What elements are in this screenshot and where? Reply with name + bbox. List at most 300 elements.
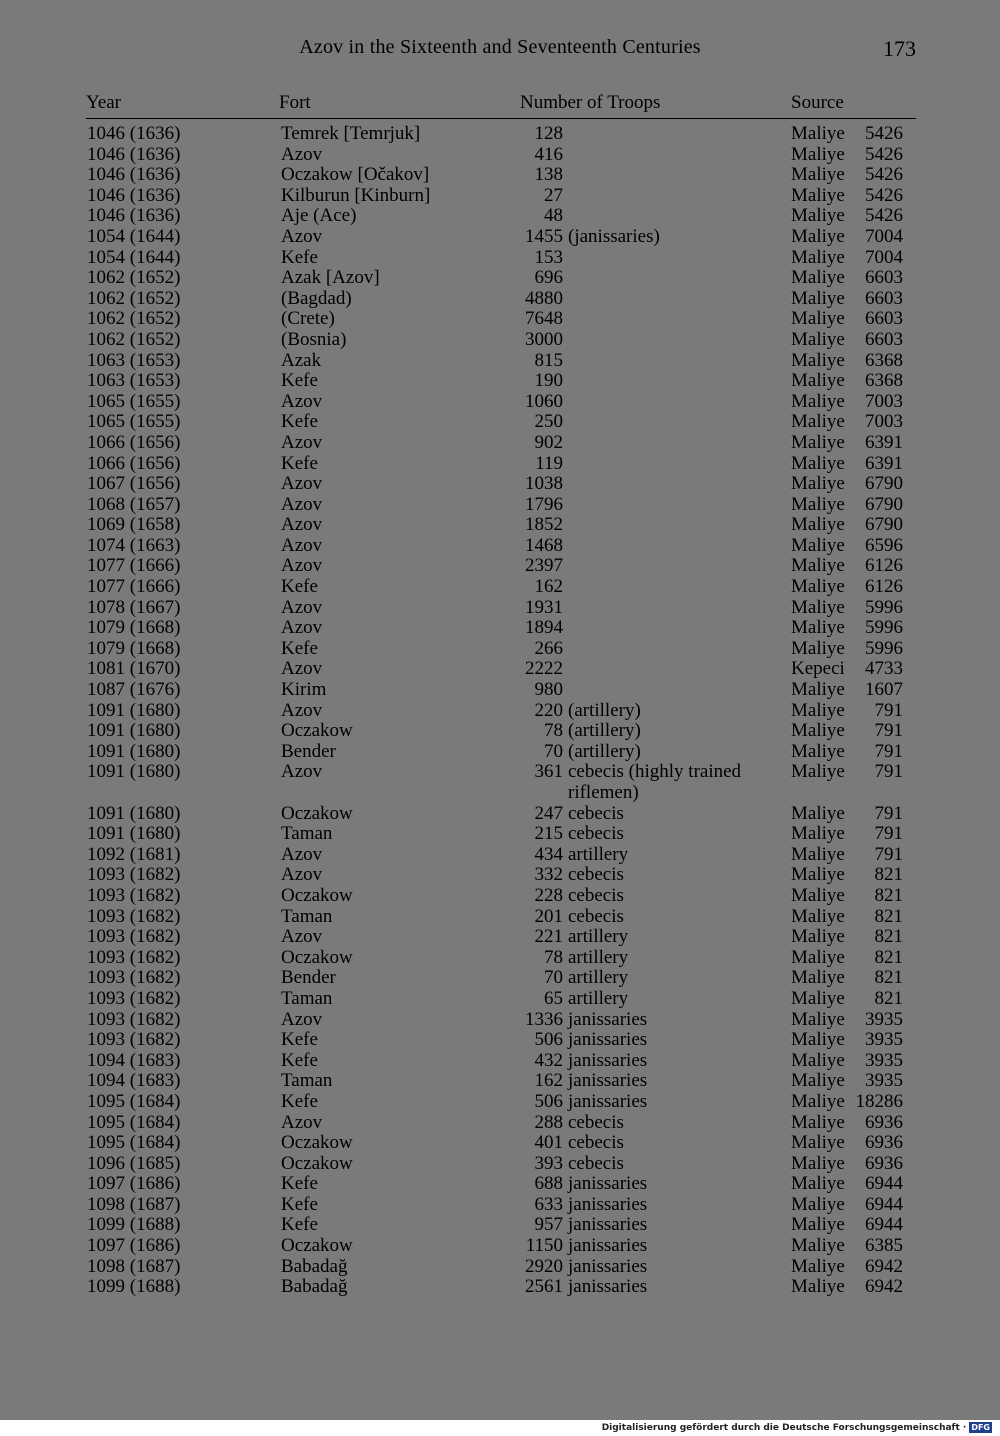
cell-fort: Azov <box>281 431 323 453</box>
cell-troop-type: janissaries <box>568 1049 648 1071</box>
cell-source-number: 5996 <box>865 637 903 659</box>
cell-troops: 250 <box>534 411 563 433</box>
cell-year: 1077 (1666) <box>87 576 181 598</box>
cell-source-number: 6126 <box>865 576 903 598</box>
cell-year: 1091 (1680) <box>87 720 181 742</box>
cell-year: 1079 (1668) <box>87 617 181 639</box>
cell-troops: 1150 <box>525 1235 563 1257</box>
cell-fort: Azov <box>281 143 323 165</box>
cell-source: Maliye <box>791 864 845 886</box>
cell-source-number: 4733 <box>865 658 903 680</box>
cell-troops: 957 <box>534 1214 563 1236</box>
cell-source: Maliye <box>791 164 845 186</box>
cell-source-number: 6603 <box>865 328 903 350</box>
cell-troops: 332 <box>534 864 563 886</box>
cell-fort: Kefe <box>281 452 318 474</box>
cell-fort: Kefe <box>281 1214 318 1236</box>
cell-source-number: 6603 <box>865 267 903 289</box>
cell-source-number: 6944 <box>865 1214 903 1236</box>
table-row <box>0 680 1000 701</box>
cell-year: 1068 (1657) <box>87 493 181 515</box>
cell-troops: 190 <box>534 370 563 392</box>
cell-troops: 48 <box>544 205 563 227</box>
cell-year: 1054 (1644) <box>87 246 181 268</box>
cell-source: Maliye <box>791 761 845 783</box>
cell-year: 1046 (1636) <box>87 205 181 227</box>
cell-troops: 416 <box>534 143 563 165</box>
footer-text: Digitalisierung gefördert durch die Deutsche Forschungsgemeinschaft · <box>601 1422 967 1433</box>
cell-fort: Kefe <box>281 1193 318 1215</box>
cell-source-number: 821 <box>874 884 903 906</box>
cell-source: Maliye <box>791 349 845 371</box>
cell-troops: 1894 <box>525 617 563 639</box>
cell-source-number: 18286 <box>855 1090 903 1112</box>
cell-source-number: 821 <box>874 905 903 927</box>
cell-year: 1065 (1655) <box>87 411 181 433</box>
cell-source-number: 7003 <box>865 390 903 412</box>
cell-troop-type: janissaries <box>568 1173 648 1195</box>
table-row <box>0 309 1000 330</box>
cell-troops: 1796 <box>525 493 563 515</box>
table-row <box>0 824 1000 845</box>
cell-source: Maliye <box>791 493 845 515</box>
cell-troops: 162 <box>534 1070 563 1092</box>
cell-fort: Azov <box>281 534 323 556</box>
cell-source-number: 3935 <box>865 1008 903 1030</box>
cell-year: 1099 (1688) <box>87 1214 181 1236</box>
cell-troops: 506 <box>534 1029 563 1051</box>
cell-fort: Kefe <box>281 411 318 433</box>
cell-troops: 1336 <box>525 1008 563 1030</box>
cell-year: 1093 (1682) <box>87 946 181 968</box>
cell-troop-type: cebecis <box>568 1111 624 1133</box>
cell-source-number: 791 <box>874 761 903 783</box>
cell-year: 1077 (1666) <box>87 555 181 577</box>
cell-year: 1094 (1683) <box>87 1070 181 1092</box>
cell-source: Maliye <box>791 1029 845 1051</box>
cell-troops: 393 <box>534 1152 563 1174</box>
cell-troop-type: cebecis <box>568 1152 624 1174</box>
cell-source-number: 791 <box>874 802 903 824</box>
cell-troop-type: janissaries <box>568 1255 648 1277</box>
cell-year: 1079 (1668) <box>87 637 181 659</box>
cell-source: Maliye <box>791 1214 845 1236</box>
cell-troop-type: janissaries <box>568 1276 648 1298</box>
cell-source: Maliye <box>791 802 845 824</box>
cell-source: Maliye <box>791 390 845 412</box>
cell-troops: 78 <box>544 720 563 742</box>
table-row <box>0 639 1000 660</box>
table-row <box>0 351 1000 372</box>
cell-fort: Oczakow <box>281 946 353 968</box>
cell-year: 1046 (1636) <box>87 143 181 165</box>
cell-troop-type: janissaries <box>568 1193 648 1215</box>
cell-year: 1063 (1653) <box>87 370 181 392</box>
cell-fort: Azak <box>281 349 322 371</box>
table-row <box>0 1071 1000 1092</box>
cell-source: Maliye <box>791 617 845 639</box>
table-row <box>0 392 1000 413</box>
cell-troop-type: cebecis <box>568 864 624 886</box>
table-row <box>0 989 1000 1010</box>
cell-fort: Oczakow [Očakov] <box>281 164 430 186</box>
cell-fort: Oczakow <box>281 802 353 824</box>
cell-fort: Oczakow <box>281 1152 353 1174</box>
cell-year: 1093 (1682) <box>87 884 181 906</box>
cell-source: Maliye <box>791 246 845 268</box>
cell-troops: 980 <box>534 679 563 701</box>
cell-year: 1081 (1670) <box>87 658 181 680</box>
cell-source-number: 6942 <box>865 1276 903 1298</box>
cell-fort: Babadağ <box>281 1276 348 1298</box>
cell-fort: Kilburun [Kinburn] <box>281 184 431 206</box>
cell-fort: Kefe <box>281 1049 318 1071</box>
cell-source: Maliye <box>791 143 845 165</box>
table-row <box>0 248 1000 269</box>
cell-source-number: 3935 <box>865 1029 903 1051</box>
cell-fort: Azov <box>281 699 323 721</box>
cell-troops: 902 <box>534 431 563 453</box>
table-row <box>0 1195 1000 1216</box>
cell-fort: Kefe <box>281 246 318 268</box>
cell-source: Maliye <box>791 1111 845 1133</box>
cell-source: Maliye <box>791 1090 845 1112</box>
cell-source: Maliye <box>791 884 845 906</box>
cell-source: Maliye <box>791 555 845 577</box>
cell-fort: Kefe <box>281 1029 318 1051</box>
cell-source-number: 6936 <box>865 1152 903 1174</box>
cell-year: 1091 (1680) <box>87 823 181 845</box>
cell-troops: 2222 <box>525 658 563 680</box>
cell-troop-type: cebecis <box>568 823 624 845</box>
cell-year: 1095 (1684) <box>87 1132 181 1154</box>
cell-fort: Taman <box>281 905 333 927</box>
cell-source-number: 6368 <box>865 349 903 371</box>
table-row <box>0 1174 1000 1195</box>
cell-troops: 688 <box>534 1173 563 1195</box>
cell-troops: 215 <box>534 823 563 845</box>
cell-fort: Aje (Ace) <box>281 205 357 227</box>
cell-source: Maliye <box>791 411 845 433</box>
cell-troop-type: artillery <box>568 843 629 865</box>
cell-troop-type-continued: riflemen) <box>568 782 639 803</box>
cell-fort: Azov <box>281 390 323 412</box>
table-row <box>0 721 1000 742</box>
table-row <box>0 804 1000 825</box>
column-header-year: Year <box>86 92 122 113</box>
cell-source: Maliye <box>791 1173 845 1195</box>
cell-troops: 221 <box>534 926 563 948</box>
cell-troops: 78 <box>544 946 563 968</box>
cell-fort: Bender <box>281 740 336 762</box>
cell-source: Maliye <box>791 843 845 865</box>
cell-fort: Taman <box>281 823 333 845</box>
cell-source-number: 791 <box>874 699 903 721</box>
cell-fort: Kefe <box>281 1090 318 1112</box>
cell-source: Maliye <box>791 123 845 144</box>
cell-troop-type: janissaries <box>568 1235 648 1257</box>
cell-troop-type: artillery <box>568 987 629 1009</box>
cell-source-number: 6391 <box>865 431 903 453</box>
cell-troops: 70 <box>544 967 563 989</box>
cell-fort: Azak [Azov] <box>281 267 380 289</box>
cell-troops: 247 <box>534 802 563 824</box>
cell-year: 1062 (1652) <box>87 308 181 330</box>
cell-source-number: 6603 <box>865 308 903 330</box>
cell-source: Maliye <box>791 1276 845 1298</box>
cell-year: 1066 (1656) <box>87 431 181 453</box>
cell-source-number: 6126 <box>865 555 903 577</box>
cell-troops: 119 <box>535 452 563 474</box>
cell-source-number: 6391 <box>865 452 903 474</box>
cell-fort: Kefe <box>281 370 318 392</box>
cell-fort: Oczakow <box>281 1132 353 1154</box>
cell-source: Maliye <box>791 967 845 989</box>
cell-fort: Azov <box>281 555 323 577</box>
cell-year: 1091 (1680) <box>87 740 181 762</box>
cell-year: 1062 (1652) <box>87 287 181 309</box>
table-row <box>0 206 1000 227</box>
cell-source: Maliye <box>791 946 845 968</box>
header-rule <box>86 118 916 119</box>
cell-source-number: 7003 <box>865 411 903 433</box>
cell-troops: 2397 <box>525 555 563 577</box>
table-row <box>0 1030 1000 1051</box>
cell-year: 1054 (1644) <box>87 225 181 247</box>
cell-source-number: 7004 <box>865 246 903 268</box>
table-row <box>0 186 1000 207</box>
cell-source-number: 6790 <box>865 493 903 515</box>
table-row <box>0 762 1000 803</box>
table-row <box>0 412 1000 433</box>
cell-source-number: 6790 <box>865 473 903 495</box>
cell-source-number: 6936 <box>865 1111 903 1133</box>
cell-fort: Azov <box>281 1008 323 1030</box>
cell-source: Maliye <box>791 1152 845 1174</box>
cell-source-number: 6936 <box>865 1132 903 1154</box>
cell-troops: 506 <box>534 1090 563 1112</box>
cell-year: 1062 (1652) <box>87 267 181 289</box>
cell-year: 1091 (1680) <box>87 699 181 721</box>
cell-troops: 128 <box>534 123 563 144</box>
column-header-source: Source <box>791 92 844 113</box>
dfg-logo: DFG <box>971 1423 990 1432</box>
cell-year: 1065 (1655) <box>87 390 181 412</box>
cell-troops: 1455 <box>525 225 563 247</box>
cell-fort: Taman <box>281 987 333 1009</box>
table-row <box>0 165 1000 186</box>
cell-troop-type: janissaries <box>568 1070 648 1092</box>
cell-source: Maliye <box>791 1049 845 1071</box>
cell-fort: Oczakow <box>281 884 353 906</box>
table-row <box>0 227 1000 248</box>
cell-fort: Azov <box>281 473 323 495</box>
cell-troops: 3000 <box>525 328 563 350</box>
cell-year: 1095 (1684) <box>87 1111 181 1133</box>
cell-troops: 361 <box>534 761 563 783</box>
cell-year: 1093 (1682) <box>87 926 181 948</box>
table-row <box>0 330 1000 351</box>
cell-source-number: 821 <box>874 987 903 1009</box>
cell-year: 1097 (1686) <box>87 1235 181 1257</box>
cell-year: 1046 (1636) <box>87 184 181 206</box>
cell-source-number: 5426 <box>865 123 903 144</box>
table-row <box>0 968 1000 989</box>
cell-troop-type: janissaries <box>568 1008 648 1030</box>
cell-year: 1066 (1656) <box>87 452 181 474</box>
table-row <box>0 145 1000 166</box>
cell-year: 1046 (1636) <box>87 123 181 144</box>
table-row <box>0 659 1000 680</box>
table-row <box>0 1277 1000 1298</box>
cell-fort: Kefe <box>281 576 318 598</box>
cell-troops: 1852 <box>525 514 563 536</box>
table-row <box>0 701 1000 722</box>
cell-source: Maliye <box>791 987 845 1009</box>
cell-source: Maliye <box>791 1193 845 1215</box>
cell-source: Maliye <box>791 473 845 495</box>
cell-fort: Azov <box>281 864 323 886</box>
cell-year: 1098 (1687) <box>87 1255 181 1277</box>
running-header-title: Azov in the Sixteenth and Seventeenth Centuries <box>299 36 701 58</box>
cell-troop-type: cebecis <box>568 884 624 906</box>
cell-source: Maliye <box>791 1070 845 1092</box>
cell-troop-type: cebecis <box>568 905 624 927</box>
cell-source-number: 6603 <box>865 287 903 309</box>
cell-troops: 65 <box>544 987 563 1009</box>
cell-troops: 1038 <box>525 473 563 495</box>
cell-troops: 220 <box>534 699 563 721</box>
cell-fort: Azov <box>281 658 323 680</box>
cell-source-number: 791 <box>874 843 903 865</box>
cell-troops: 2920 <box>525 1255 563 1277</box>
table-row <box>0 289 1000 310</box>
cell-source: Kepeci <box>791 658 845 680</box>
table-row <box>0 454 1000 475</box>
cell-source: Maliye <box>791 514 845 536</box>
cell-source-number: 5426 <box>865 164 903 186</box>
cell-fort: Azov <box>281 926 323 948</box>
cell-fort: Bender <box>281 967 336 989</box>
cell-year: 1091 (1680) <box>87 761 181 783</box>
cell-troops: 7648 <box>525 308 563 330</box>
table-row <box>0 433 1000 454</box>
cell-year: 1069 (1658) <box>87 514 181 536</box>
cell-source-number: 6944 <box>865 1173 903 1195</box>
cell-fort: Kefe <box>281 1173 318 1195</box>
cell-troops: 4880 <box>525 287 563 309</box>
cell-fort: Azov <box>281 843 323 865</box>
cell-source: Maliye <box>791 720 845 742</box>
cell-source-number: 3935 <box>865 1070 903 1092</box>
cell-year: 1078 (1667) <box>87 596 181 618</box>
cell-fort: (Bosnia) <box>281 328 347 350</box>
cell-source: Maliye <box>791 184 845 206</box>
table-row <box>0 1092 1000 1113</box>
cell-troops: 1468 <box>525 534 563 556</box>
cell-source-number: 821 <box>874 967 903 989</box>
cell-source: Maliye <box>791 740 845 762</box>
cell-source-number: 791 <box>874 740 903 762</box>
column-header-fort: Fort <box>279 92 311 113</box>
cell-troops: 434 <box>534 843 563 865</box>
table-row <box>0 124 1000 145</box>
cell-troop-type: cebecis <box>568 802 624 824</box>
cell-source: Maliye <box>791 596 845 618</box>
cell-source-number: 791 <box>874 720 903 742</box>
cell-source: Maliye <box>791 431 845 453</box>
cell-source-number: 6944 <box>865 1193 903 1215</box>
cell-troop-type: artillery <box>568 967 629 989</box>
table-row <box>0 1051 1000 1072</box>
cell-troops: 70 <box>544 740 563 762</box>
cell-year: 1062 (1652) <box>87 328 181 350</box>
table-row <box>0 742 1000 763</box>
cell-fort: (Bagdad) <box>281 287 352 309</box>
table-row <box>0 948 1000 969</box>
cell-troops: 2561 <box>525 1276 563 1298</box>
cell-year: 1074 (1663) <box>87 534 181 556</box>
cell-troops: 27 <box>544 184 563 206</box>
cell-year: 1046 (1636) <box>87 164 181 186</box>
cell-troop-type: artillery <box>568 926 629 948</box>
cell-source-number: 5426 <box>865 143 903 165</box>
cell-source: Maliye <box>791 905 845 927</box>
cell-troop-type: janissaries <box>568 1029 648 1051</box>
cell-source-number: 6385 <box>865 1235 903 1257</box>
cell-year: 1094 (1683) <box>87 1049 181 1071</box>
cell-troop-type: janissaries <box>568 1090 648 1112</box>
cell-source: Maliye <box>791 1008 845 1030</box>
cell-source: Maliye <box>791 267 845 289</box>
cell-source: Maliye <box>791 205 845 227</box>
cell-source-number: 7004 <box>865 225 903 247</box>
cell-year: 1093 (1682) <box>87 905 181 927</box>
cell-source: Maliye <box>791 823 845 845</box>
cell-year: 1093 (1682) <box>87 987 181 1009</box>
cell-source-number: 5996 <box>865 596 903 618</box>
cell-troops: 288 <box>534 1111 563 1133</box>
cell-source: Maliye <box>791 1235 845 1257</box>
cell-fort: Oczakow <box>281 720 353 742</box>
cell-troop-type: (artillery) <box>568 740 641 762</box>
cell-troops: 138 <box>534 164 563 186</box>
table-row <box>0 1133 1000 1154</box>
cell-source: Maliye <box>791 699 845 721</box>
cell-year: 1093 (1682) <box>87 1029 181 1051</box>
cell-source-number: 6790 <box>865 514 903 536</box>
cell-year: 1092 (1681) <box>87 843 181 865</box>
cell-source-number: 6368 <box>865 370 903 392</box>
cell-troop-type: (artillery) <box>568 720 641 742</box>
cell-troop-type: (janissaries) <box>568 225 660 247</box>
cell-source-number: 3935 <box>865 1049 903 1071</box>
table-row <box>0 1257 1000 1278</box>
cell-source: Maliye <box>791 926 845 948</box>
table-row <box>0 474 1000 495</box>
cell-fort: Azov <box>281 617 323 639</box>
table-row <box>0 536 1000 557</box>
cell-source: Maliye <box>791 637 845 659</box>
cell-fort: Temrek [Temrjuk] <box>281 123 421 144</box>
cell-troops: 401 <box>534 1132 563 1154</box>
table-row <box>0 886 1000 907</box>
cell-fort: Kirim <box>281 679 327 701</box>
cell-fort: Babadağ <box>281 1255 348 1277</box>
cell-troops: 633 <box>534 1193 563 1215</box>
cell-source-number: 821 <box>874 926 903 948</box>
cell-fort: Azov <box>281 225 323 247</box>
